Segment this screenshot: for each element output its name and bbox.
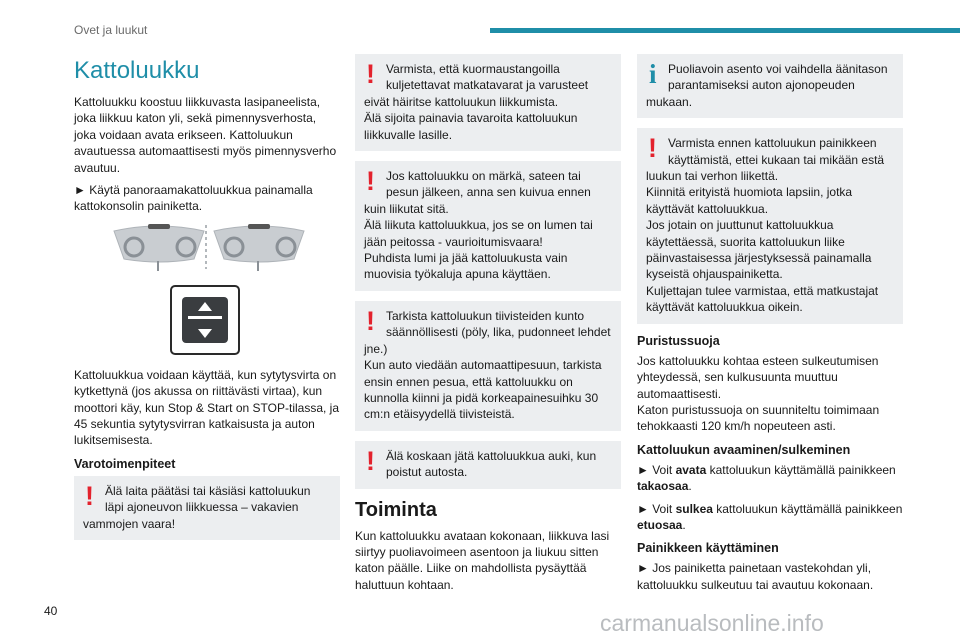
page-title: Kattoluukku [74,57,200,84]
instruction-paragraph: ► Käytä panoraamakattoluukkua painamalla kattokonsolin painiketta. [74,183,313,214]
column-1 [74,54,340,550]
pinch-heading: Puristussuoja [637,333,720,348]
close-prefix: ► Voit [637,501,676,516]
usage-paragraph: Kattoluukkua voidaan käyttää, kun sytytysvirta on kytkettynä (jos akussa on riittävästi virtaa), kun moottori käy, kun Stop & Start on STOP-tilassa, ja 45 sekuntia sytytysvirran katkaisusta ja auton lukitsemisesta. [74,367,340,448]
warning-text: Varmista, että kuormaustangoilla kuljetettavat matkatavarat ja varusteet eivät häiritse kattoluukun liikkumista. Älä sijoita painavia tavaroita kattoluukun liikkuvalle lasille. [364,62,589,142]
close-suffix: . [682,517,686,532]
warning-box [74,476,340,540]
info-box [637,54,903,118]
warning-icon [83,483,98,513]
warning-icon [364,168,379,198]
running-header: Ovet ja luukut [74,23,148,37]
warning-text: Jos kattoluukku on märkä, sateen tai pesun jälkeen, anna sen kuivua ennen kuin liikutat sitä. Älä liikuta kattoluukkua, jos se on lumen tai jään peitossa - vaurioitumisvaara! Puhdista lumi ja jää kattoluukusta vain muovisia työkaluja apuna käyttäen. [364,169,593,282]
warning-box [637,128,903,323]
warning-text: Varmista ennen kattoluukun painikkeen käyttämistä, ettei kukaan tai mikään estä luukun tai verhon liikettä. Kiinnitä erityistä huomiota lapsiin, jotka käyttävät kattoluukkua. Jos jotain on juuttunut kattoluukkua käytettäessä, suorita kattoluukun liike päinvastaisessa järjestyksessä painamalla kyseistä ohjauspainiketta. Kuljettajan tulee varmistaa, että matkustajat käyttävät kattoluukkua oikein. [646,136,885,315]
open-mid: kattoluukun käyttämällä painikkeen [706,462,896,477]
roof-console-icon [74,221,340,361]
precautions-heading: Varotoimenpiteet [74,456,176,471]
pinch-paragraph: Jos kattoluukku kohtaa esteen sulkeutumisen yhteydessä, sen kulkusuunta muuttuu automaattisesti. Katon puristussuoja on suunniteltu toimimaan tehokkaasti 120 km/h nopeuteen asti. [637,353,880,434]
warning-icon [364,308,379,338]
open-suffix: . [688,479,692,494]
button-paragraph: ► Jos painiketta painetaan vastekohdan yli, kattoluukku sulkeutuu tai avautuu kokonaan. [637,561,874,592]
column-3 [637,54,903,599]
close-instruction [637,501,903,534]
warning-text: Älä laita päätäsi tai käsiäsi kattoluukun läpi ajoneuvon liikkuessa – vakavien vammojen vaara! [83,483,311,531]
warning-box [355,54,621,151]
button-heading: Painikkeen käyttäminen [637,541,779,556]
roof-console-illustration [74,221,340,361]
warning-box [355,301,621,431]
close-button-part: etuosaa [637,517,683,532]
open-prefix: ► Voit [637,462,676,477]
watermark: carmanualsonline.info [600,610,824,636]
warning-text: Älä koskaan jätä kattoluukkua auki, kun poistut autosta. [386,448,597,480]
open-action: avata [675,462,707,477]
open-instruction [637,462,903,495]
warning-icon [646,135,661,165]
page-number: 40 [44,604,58,618]
warning-box [355,161,621,291]
intro-paragraph: Kattoluukku koostuu liikkuvasta lasipaneelista, joka liikkuu katon yli, sekä pimennysverhosta, joka voidaan avata erikseen. Kattoluukun avautuessa automaattisesti myös pimennysverho avautuu. [74,95,337,175]
section-paragraph: Kun kattoluukku avataan kokonaan, liikkuva lasi siirtyy puoliavoimeen asentoon ja liukuu sitten katon päälle. Liike on mahdollista pysäyttää haluttuun kohtaan. [355,528,610,592]
section-heading: Toiminta [355,498,437,521]
warning-text: Tarkista kattoluukun tiivisteiden kunto säännöllisesti (pöly, lika, pudonneet lehdet jne.) Kun auto viedään automaattipesuun, tarkista ensin ennen pesua, että kattoluukku on kunnolla kiinni ja pidä korkeapainesuihku 30 cm:n etäisyydellä tiivisteistä. [364,308,611,422]
column-2 [355,54,621,599]
close-action: sulkea [675,501,713,516]
info-icon [646,61,661,91]
warning-icon [364,448,379,478]
header-accent-bar [490,28,960,33]
open-button-part: takaosaa [637,479,689,494]
open-close-heading: Kattoluukun avaaminen/sulkeminen [637,442,851,457]
warning-box [355,441,621,489]
info-text: Puoliavoin asento voi vaihdella äänitason parantamiseksi auton ajonopeuden mukaan. [646,62,888,109]
close-mid: kattoluukun käyttämällä painikkeen [712,501,903,516]
warning-icon [364,61,379,91]
